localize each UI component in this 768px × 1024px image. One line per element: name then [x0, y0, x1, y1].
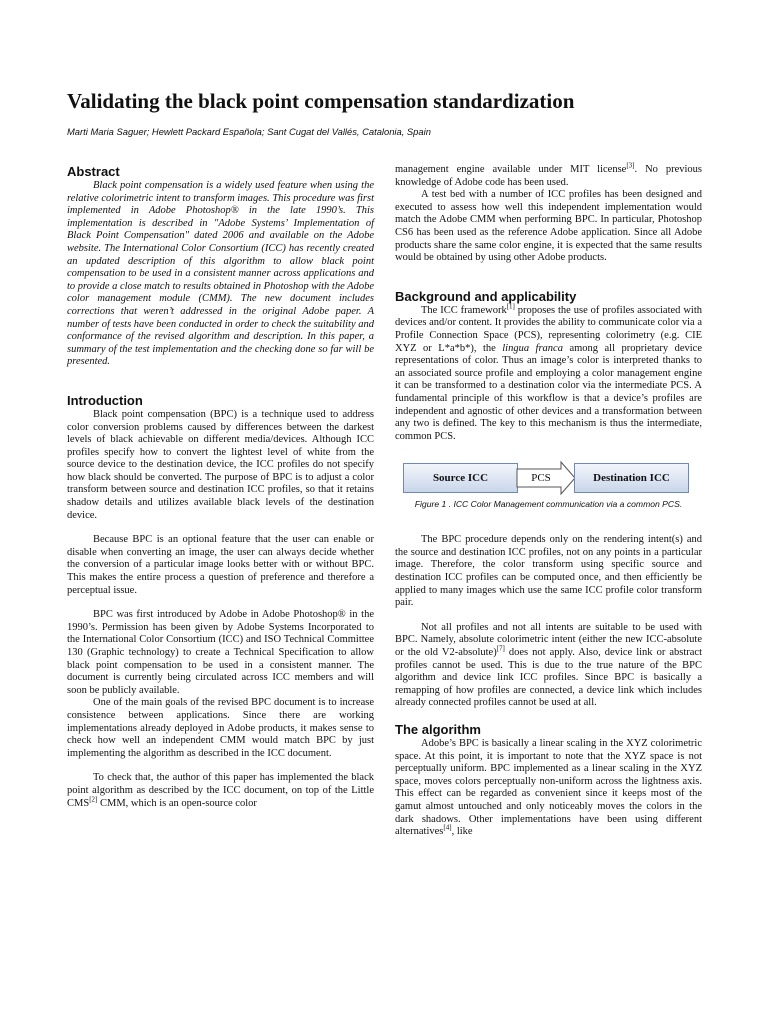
introduction-heading: Introduction — [67, 392, 143, 408]
algorithm-paragraph-1 — [395, 738, 702, 839]
author-line: Marti Maria Saguer; Hewlett Packard Española; Sant Cugat del Vallés, Catalonia, Spain — [67, 126, 431, 137]
right-column — [395, 161, 702, 839]
algo-p1-text-a: Adobe’s BPC is basically a linear scaling in the XYZ colorimetric space. At this point, it is important to note that the XYZ space is not perceptually uniform. BPC implemented as a linear scaling in the XYZ space, moves colors perceptually non-uniform across the lightness axis. This effect can be regarded as convenient since it keeps most of the gamut almost untouched and only noticeably moves the colors in the dark shadows. Other implementations have been using different alternatives — [395, 738, 702, 838]
bg-p3-text-b: does not apply. Also, device link or abstract profiles cannot be used. This is due to the true nature of the BPC algorithm and device link ICC profiles. Since BPC is basically a remapping of how profiles are connected, a device link which includes already connected profiles cannot be used at all. — [395, 647, 702, 709]
intro-p6-text-a: management engine available under MIT license — [395, 164, 627, 175]
intro-paragraph-3: BPC was first introduced by Adobe in Adobe Photoshop® in the 1990’s. Permission has been given by Adobe Systems Incorporated to the International Color Consortium (ICC) and ISO Technical Committee 130 (Graphic technology) to create a Technical Specification to allow black point compensation to be used in a consistent manner. The document is currently being circulated across ICC members and will soon be publicly available. — [67, 609, 374, 696]
citation-7: [7] — [496, 644, 505, 653]
pcs-label: PCS — [531, 472, 551, 485]
source-icc-box: Source ICC — [403, 463, 518, 493]
intro-paragraph-5 — [67, 772, 374, 810]
left-column — [67, 164, 374, 810]
bg-p1-text-c: among all proprietary device representations of color. Thus an image’s color is interpreted thanks to an associated source profile and employing a color management engine it can be transformed to a destination color via the intermediate PCS. A fundamental principle of this workflow is that a device’s profiles are independent and agnostic of other devices and a transformation between any two is defined. The key to this mechanism is thus the intermediate, common PCS. — [395, 342, 702, 442]
bg-p3-text-a: Not all profiles and not all intents are suitable to be used with BPC. Namely, absolute colorimetric intent (either the new ICC-absolute or the old V2-absolute) — [395, 621, 702, 659]
intro-p5-text-a: To check that, the author of this paper has implemented the black point algorithm as described by the ICC document, on top of the Little CMS — [67, 772, 374, 809]
figure-caption: Figure 1 . ICC Color Management communication via a common PCS. — [414, 499, 683, 510]
intro-p6-text-b: . No previous knowledge of Adobe code has been used. — [395, 164, 702, 188]
pcs-diagram — [401, 459, 701, 499]
intro-paragraph-4: One of the main goals of the revised BPC document is to increase consistence between applications. Since there are working implementations already deployed in Adobe products, it makes sense to check how well an independent CMM would match BPC by just implementing the algorithm as described in the ICC document. — [67, 697, 374, 759]
bg-p1-text-a: The ICC framework — [421, 304, 507, 316]
citation-2: [2] — [89, 795, 98, 804]
bg-p1-text-b: proposes the use of profiles associated with devices and/or content. It provides the ability to communicate color via a Profile Connection Space (PCS), representing colorimetry (e.g. CIE XYZ or L*a*b*), the — [395, 304, 702, 354]
citation-1: [1] — [506, 302, 515, 311]
algo-p1-text-b: , like — [451, 826, 473, 838]
algorithm-heading: The algorithm — [395, 722, 481, 737]
abstract-text: Black point compensation is a widely used feature when using the relative colorimetric intent to transform images. This procedure was first implemented in Adobe Photoshop® in the late 1990’s. This implementation is described in "Adobe Systems’ Implementation of Black Point Compensation" dated 2006 and available on the Adobe website. The International Color Consortium (ICC) has recently created an updated description of this algorithm to allow black point compensation to be used in a consistent manner across applications and to provide a close match to results obtained in Photoshop with the Adobe color management module (CMM). The new document includes corrections that weren’t addressed in the original Adobe paper. A number of tests have been conducted in order to check the suitability and conformance of the revised algorithm and description. In this paper, a summary of the test implementation and the checking done so far will be presented. — [67, 180, 374, 368]
citation-4: [4] — [443, 823, 452, 832]
bg-p1-emphasis: lingua franca — [502, 342, 563, 354]
background-paragraph-2: The BPC procedure depends only on the rendering intent(s) and the source and destination ICC profiles, not on any points in a particular image. Therefore, the color transform using specific source and destination ICC profiles can be computed once, and then efficiently be applied to many images which use the same ICC profile color transform pair. — [395, 534, 702, 609]
intro-paragraph-2: Because BPC is an optional feature that the user can enable or disable when converting an image, the user can always decide whether the conversion of a particular image looks better with or without BPC. This makes the entire process a question of preference and therefore a perceptual issue. — [67, 534, 374, 596]
background-paragraph-1 — [395, 302, 702, 444]
intro-paragraph-1: Black point compensation (BPC) is a technique used to address color conversion problems caused by differences between the darkest levels of black achievable on different media/devices. Although ICC profiles specify how to convert the lightest level of white from the source device to the destination device, the ICC profiles do not specify how black should be converted. The purpose of BPC is to adjust a color transform between source and destination ICC profiles, so that it retains shadow details and utilizes available black levels of the destination device. — [67, 408, 374, 521]
intro-paragraph-7: A test bed with a number of ICC profiles has been designed and executed to assess how well this independent implementation would match the Adobe CMM when performing BPC. In particular, Photoshop CS6 has been used as the reference Adobe application. Since all Adobe products share the same color engine, it is expected that the same results would be obtained by using other Adobe products. — [395, 189, 702, 264]
page-title: Validating the black point compensation standardization — [67, 89, 575, 113]
intro-p5-text-b: CMM, which is an open-source color — [97, 797, 257, 809]
citation-3: [3] — [626, 161, 635, 170]
destination-icc-box: Destination ICC — [574, 463, 689, 493]
intro-paragraph-6 — [395, 161, 702, 189]
background-heading: Background and applicability — [395, 288, 577, 304]
background-paragraph-3 — [395, 622, 702, 710]
abstract-heading: Abstract — [67, 164, 120, 179]
